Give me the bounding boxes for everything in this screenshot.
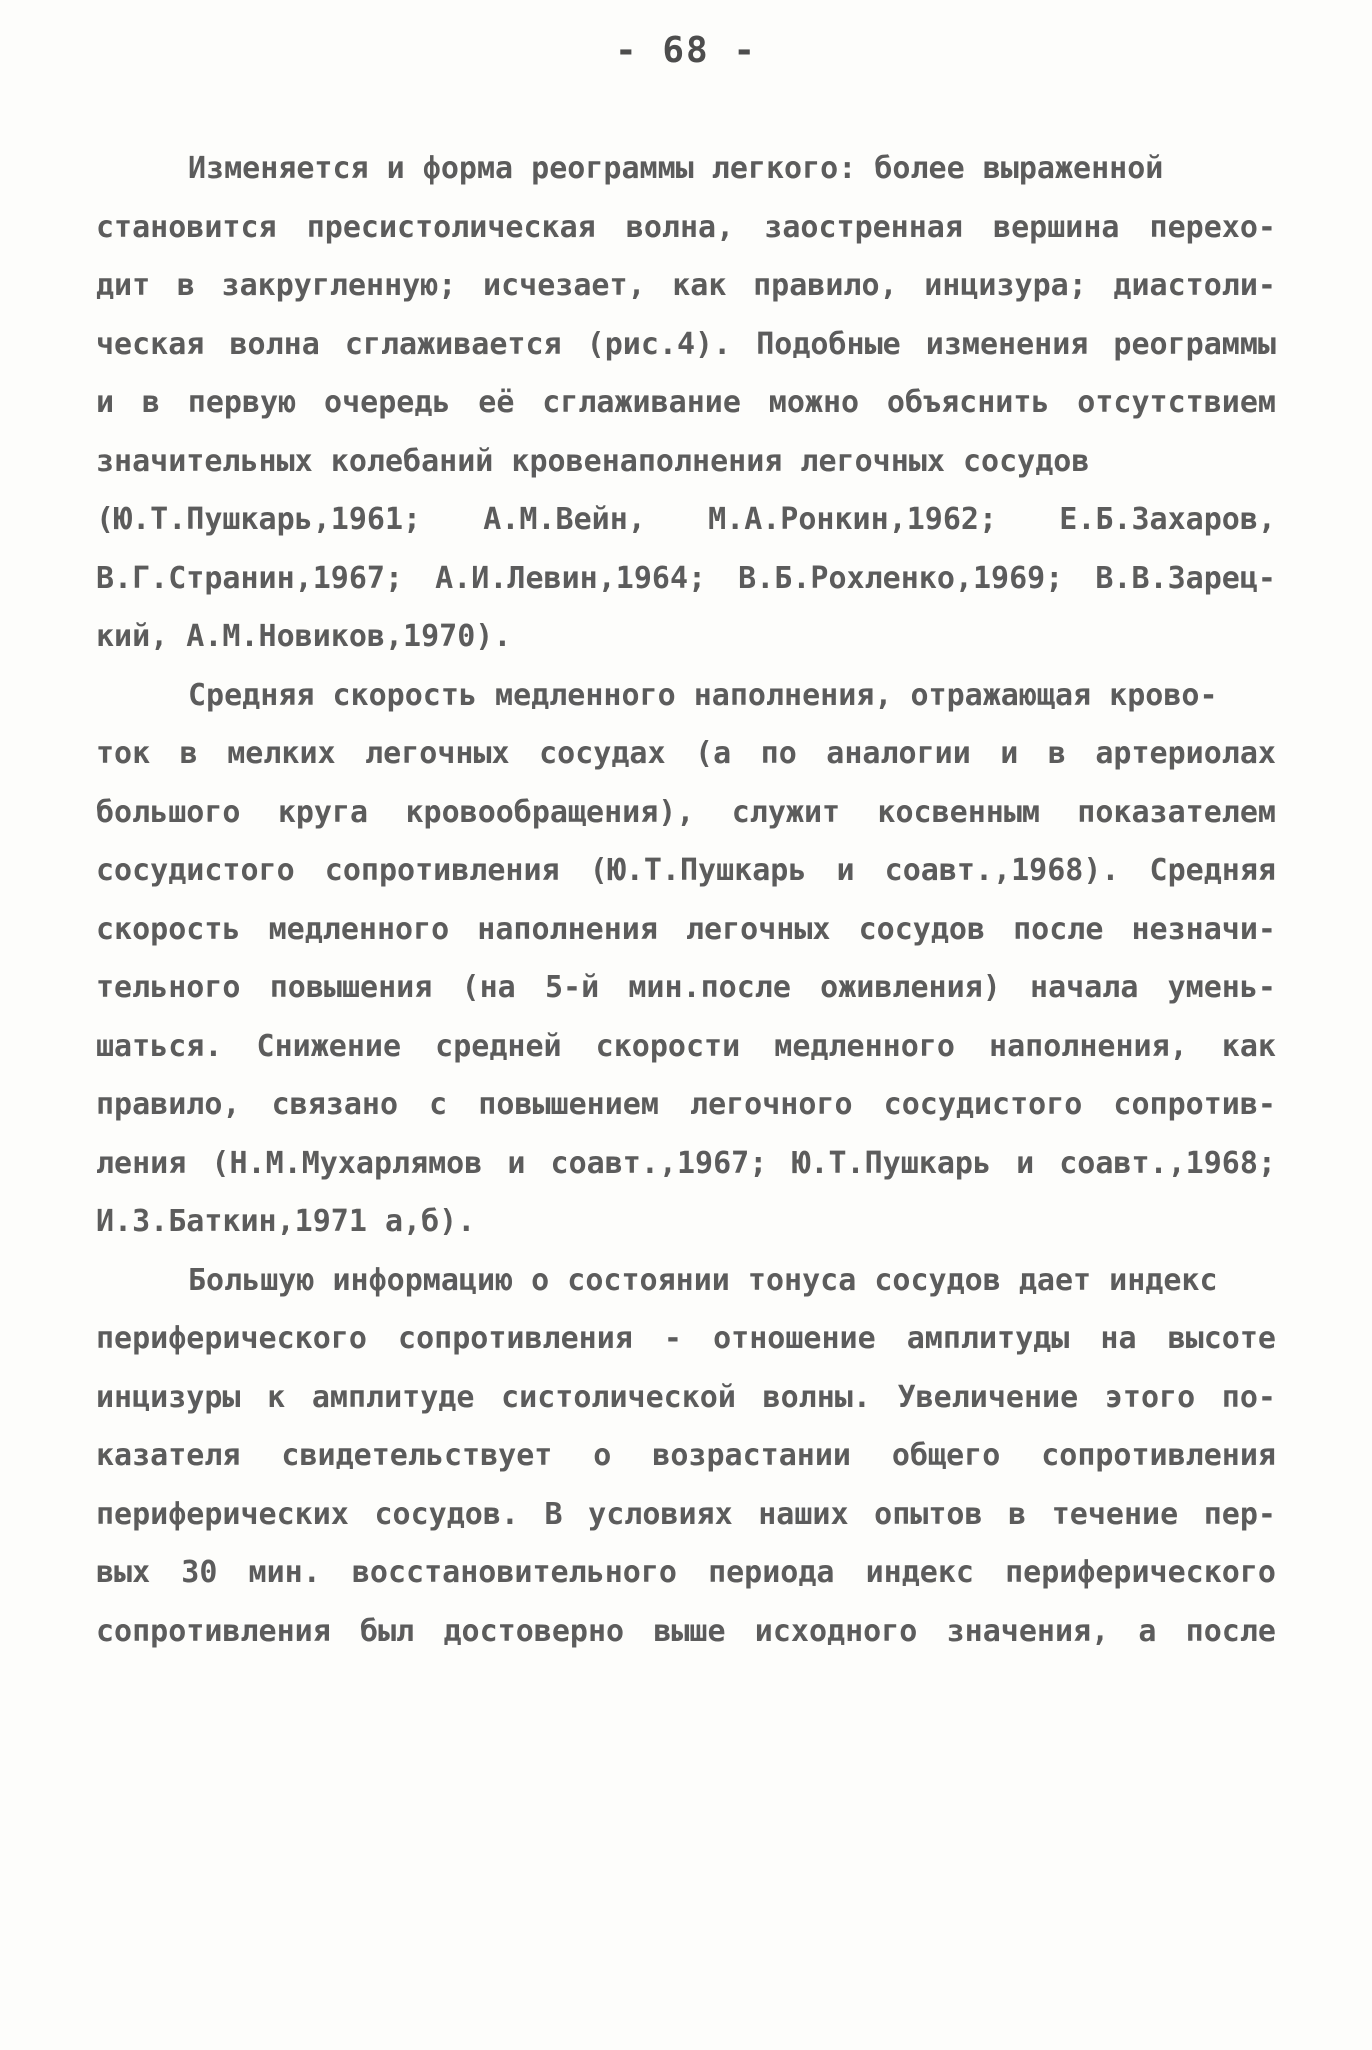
- text-line: скорость медленного наполнения легочных сосудов после незначи-: [96, 911, 1276, 947]
- text-line: (Ю.Т.Пушкарь,1961; А.М.Вейн, М.А.Ронкин,1962; Е.Б.Захаров,: [96, 502, 1276, 537]
- body-text: [96, 140, 1276, 1661]
- text-line: Изменяется и форма реограммы легкого: более выраженной: [188, 151, 1164, 186]
- text-line: становится пресистолическая волна, заостренная вершина перехо-: [96, 209, 1276, 245]
- text-line: правило, связано с повышением легочного сосудистого сопротив-: [96, 1087, 1276, 1122]
- text-line: ческая волна сглаживается (рис.4). Подобные изменения реограммы: [96, 326, 1276, 362]
- text-line: сопротивления был достоверно выше исходного значения, а после: [96, 1613, 1276, 1649]
- text-line: инцизуры к амплитуде систолической волны. Увеличение этого по-: [96, 1379, 1276, 1415]
- text-line: И.З.Баткин,1971 а,б).: [96, 1204, 476, 1239]
- text-line: Средняя скорость медленного наполнения, отражающая крово-: [188, 677, 1218, 713]
- text-line: ток в мелких легочных сосудах (а по аналогии и в артериолах: [96, 736, 1276, 771]
- text-line: кий, А.М.Новиков,1970).: [96, 619, 512, 654]
- text-line: периферических сосудов. В условиях наших опытов в течение пер-: [96, 1496, 1276, 1532]
- text-line: тельного повышения (на 5-й мин.после оживления) начала умень-: [96, 970, 1276, 1005]
- text-line: Большую информацию о состоянии тонуса сосудов дает индекс: [188, 1262, 1218, 1298]
- text-line: сосудистого сопротивления (Ю.Т.Пушкарь и соавт.,1968). Средняя: [96, 853, 1276, 888]
- text-line: значительных колебаний кровенаполнения легочных сосудов: [96, 443, 1090, 479]
- text-line: и в первую очередь её сглаживание можно объяснить отсутствием: [96, 385, 1276, 420]
- text-line: периферического сопротивления - отношение амплитуды на высоте: [96, 1321, 1276, 1356]
- text-line: казателя свидетельствует о возрастании общего сопротивления: [96, 1438, 1276, 1473]
- text-line: большого круга кровообращения), служит косвенным показателем: [96, 794, 1276, 830]
- text-line: В.Г.Странин,1967; А.И.Левин,1964; В.Б.Рохленко,1969; В.В.Зарец-: [96, 560, 1276, 596]
- text-line: шаться. Снижение средней скорости медленного наполнения, как: [96, 1028, 1276, 1064]
- text-line: ления (Н.М.Мухарлямов и соавт.,1967; Ю.Т.Пушкарь и соавт.,1968;: [96, 1145, 1276, 1181]
- text-line: вых 30 мин. восстановительного периода индекс периферического: [96, 1555, 1276, 1590]
- page-number: - 68 -: [614, 30, 758, 71]
- text-line: дит в закругленную; исчезает, как правило, инцизура; диастоли-: [96, 268, 1276, 303]
